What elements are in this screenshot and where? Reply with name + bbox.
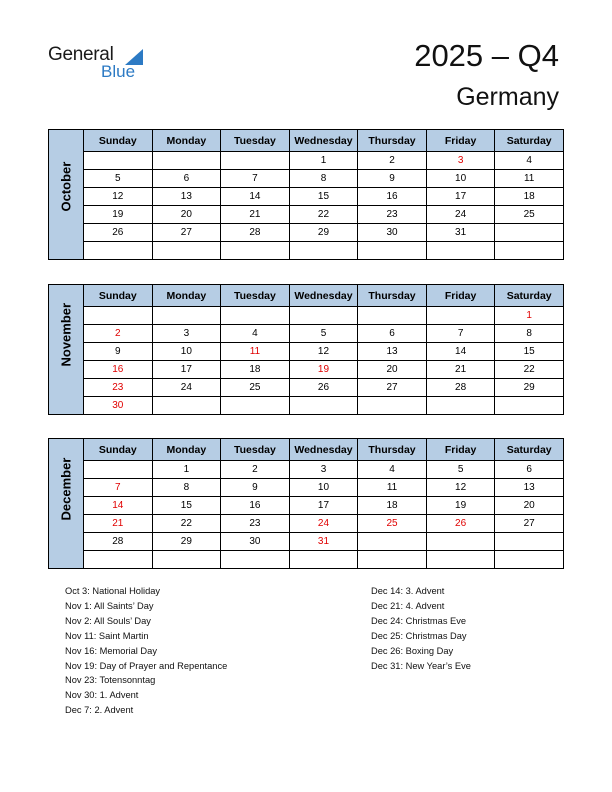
day-cell: 27 (495, 515, 564, 533)
day-cell: 10 (289, 479, 358, 497)
day-cell: 31 (426, 224, 495, 242)
day-cell: 24 (152, 379, 221, 397)
day-cell: 19 (84, 206, 153, 224)
day-cell (495, 533, 564, 551)
week-row (49, 515, 564, 533)
week-row (49, 379, 564, 397)
day-cell (495, 397, 564, 415)
day-cell: 28 (426, 379, 495, 397)
day-cell: 30 (358, 224, 427, 242)
day-cell: 4 (221, 325, 290, 343)
day-cell (358, 242, 427, 260)
day-cell: 27 (152, 224, 221, 242)
day-cell (221, 152, 290, 170)
day-cell: 24 (289, 515, 358, 533)
holiday-entry: Dec 26: Boxing Day (371, 645, 454, 656)
day-cell (152, 152, 221, 170)
day-cell: 1 (495, 307, 564, 325)
day-cell: 13 (152, 188, 221, 206)
day-cell: 10 (426, 170, 495, 188)
weekday-header: Sunday (84, 285, 153, 307)
day-cell (84, 307, 153, 325)
day-cell: 28 (84, 533, 153, 551)
day-cell: 27 (358, 379, 427, 397)
week-row (49, 206, 564, 224)
weekday-header-row (49, 285, 564, 307)
day-cell: 7 (221, 170, 290, 188)
week-row (49, 307, 564, 325)
day-cell: 26 (289, 379, 358, 397)
day-cell: 8 (289, 170, 358, 188)
day-cell: 22 (289, 206, 358, 224)
day-cell (358, 307, 427, 325)
weekday-header: Friday (426, 130, 495, 152)
week-row (49, 152, 564, 170)
day-cell: 9 (221, 479, 290, 497)
weekday-header: Thursday (358, 285, 427, 307)
day-cell: 8 (495, 325, 564, 343)
day-cell: 17 (289, 497, 358, 515)
day-cell (84, 152, 153, 170)
holiday-list-left (65, 584, 227, 718)
day-cell: 2 (358, 152, 427, 170)
holiday-entry: Nov 19: Day of Prayer and Repentance (65, 660, 228, 671)
week-row (49, 497, 564, 515)
day-cell (289, 397, 358, 415)
day-cell: 26 (84, 224, 153, 242)
day-cell: 18 (495, 188, 564, 206)
day-cell: 12 (84, 188, 153, 206)
day-cell: 6 (358, 325, 427, 343)
day-cell: 25 (221, 379, 290, 397)
day-cell: 29 (152, 533, 221, 551)
week-row (49, 224, 564, 242)
day-cell: 12 (289, 343, 358, 361)
day-cell: 23 (221, 515, 290, 533)
day-cell: 29 (289, 224, 358, 242)
day-cell (152, 551, 221, 569)
day-cell: 22 (152, 515, 221, 533)
holiday-entry: Nov 16: Memorial Day (65, 645, 157, 656)
day-cell: 2 (221, 461, 290, 479)
day-cell: 25 (495, 206, 564, 224)
day-cell: 3 (152, 325, 221, 343)
month-label-cell (49, 130, 84, 260)
weekday-header: Monday (152, 130, 221, 152)
day-cell: 20 (152, 206, 221, 224)
day-cell (495, 551, 564, 569)
weekday-header: Tuesday (221, 130, 290, 152)
country-title: Germany (456, 83, 559, 111)
weekday-header: Tuesday (221, 439, 290, 461)
day-cell: 20 (358, 361, 427, 379)
weekday-header-row (49, 130, 564, 152)
page-title: 2025 – Q4 (414, 38, 559, 73)
day-cell: 30 (84, 397, 153, 415)
weekday-header: Thursday (358, 130, 427, 152)
week-row (49, 479, 564, 497)
day-cell: 1 (289, 152, 358, 170)
day-cell: 26 (426, 515, 495, 533)
holiday-entry: Dec 24: Christmas Eve (371, 615, 467, 626)
month-label: December (58, 457, 74, 521)
weekday-header: Friday (426, 439, 495, 461)
day-cell (495, 242, 564, 260)
day-cell: 17 (152, 361, 221, 379)
day-cell (84, 242, 153, 260)
weekday-header: Sunday (84, 439, 153, 461)
weekday-header-row (49, 439, 564, 461)
weekday-header: Saturday (495, 130, 564, 152)
day-cell: 7 (84, 479, 153, 497)
day-cell: 12 (426, 479, 495, 497)
day-cell: 31 (289, 533, 358, 551)
day-cell (221, 242, 290, 260)
logo-blue-text: Blue (101, 62, 136, 81)
day-cell (426, 307, 495, 325)
day-cell: 14 (84, 497, 153, 515)
day-cell: 15 (289, 188, 358, 206)
holiday-entry: Oct 3: National Holiday (65, 586, 161, 596)
generalblue-logo (48, 44, 136, 81)
holiday-entry: Nov 11: Saint Martin (65, 630, 149, 641)
day-cell: 19 (289, 361, 358, 379)
week-row (49, 397, 564, 415)
holiday-entry: Nov 1: All Saints’ Day (65, 600, 154, 611)
holiday-entry: Nov 30: 1. Advent (65, 690, 139, 701)
day-cell: 29 (495, 379, 564, 397)
day-cell (358, 551, 427, 569)
day-cell: 14 (221, 188, 290, 206)
day-cell: 16 (358, 188, 427, 206)
day-cell: 3 (289, 461, 358, 479)
day-cell (152, 397, 221, 415)
day-cell: 7 (426, 325, 495, 343)
holiday-entry: Dec 21: 4. Advent (371, 600, 445, 611)
week-row (49, 551, 564, 569)
week-row (49, 343, 564, 361)
day-cell (221, 397, 290, 415)
day-cell (426, 397, 495, 415)
weekday-header: Saturday (495, 285, 564, 307)
weekday-header: Monday (152, 439, 221, 461)
week-row (49, 461, 564, 479)
day-cell: 23 (84, 379, 153, 397)
weekday-header: Wednesday (289, 439, 358, 461)
holiday-entry: Nov 2: All Souls’ Day (65, 615, 151, 626)
day-cell (495, 224, 564, 242)
week-row (49, 242, 564, 260)
day-cell (426, 533, 495, 551)
calendar-december (48, 438, 564, 569)
day-cell: 21 (221, 206, 290, 224)
day-cell: 20 (495, 497, 564, 515)
day-cell: 5 (84, 170, 153, 188)
weekday-header: Wednesday (289, 130, 358, 152)
day-cell: 11 (221, 343, 290, 361)
month-label-cell (49, 285, 84, 415)
weekday-header: Wednesday (289, 285, 358, 307)
day-cell: 4 (358, 461, 427, 479)
day-cell: 4 (495, 152, 564, 170)
weekday-header: Friday (426, 285, 495, 307)
day-cell: 21 (84, 515, 153, 533)
day-cell: 6 (495, 461, 564, 479)
day-cell (289, 307, 358, 325)
day-cell: 16 (221, 497, 290, 515)
weekday-header: Monday (152, 285, 221, 307)
day-cell: 2 (84, 325, 153, 343)
day-cell: 23 (358, 206, 427, 224)
day-cell: 16 (84, 361, 153, 379)
day-cell: 11 (495, 170, 564, 188)
day-cell (152, 242, 221, 260)
day-cell: 9 (84, 343, 153, 361)
day-cell: 28 (221, 224, 290, 242)
calendar-november (48, 284, 564, 415)
day-cell (358, 533, 427, 551)
day-cell (426, 242, 495, 260)
month-label: November (58, 302, 74, 367)
day-cell: 5 (289, 325, 358, 343)
day-cell: 17 (426, 188, 495, 206)
day-cell: 6 (152, 170, 221, 188)
day-cell: 21 (426, 361, 495, 379)
day-cell (426, 551, 495, 569)
week-row (49, 188, 564, 206)
day-cell (358, 397, 427, 415)
day-cell: 8 (152, 479, 221, 497)
holiday-entry: Dec 25: Christmas Day (371, 630, 467, 641)
day-cell (221, 551, 290, 569)
week-row (49, 533, 564, 551)
day-cell: 5 (426, 461, 495, 479)
week-row (49, 325, 564, 343)
day-cell: 19 (426, 497, 495, 515)
day-cell: 15 (152, 497, 221, 515)
day-cell (289, 242, 358, 260)
day-cell (84, 461, 153, 479)
holiday-entry: Dec 7: 2. Advent (65, 705, 134, 716)
day-cell: 13 (495, 479, 564, 497)
weekday-header: Saturday (495, 439, 564, 461)
holiday-entry: Dec 14: 3. Advent (371, 586, 445, 596)
week-row (49, 170, 564, 188)
week-row (49, 361, 564, 379)
day-cell: 18 (358, 497, 427, 515)
weekday-header: Tuesday (221, 285, 290, 307)
day-cell: 24 (426, 206, 495, 224)
day-cell: 11 (358, 479, 427, 497)
day-cell: 22 (495, 361, 564, 379)
day-cell (152, 307, 221, 325)
weekday-header: Sunday (84, 130, 153, 152)
day-cell: 15 (495, 343, 564, 361)
holiday-list-right (371, 584, 471, 673)
day-cell: 30 (221, 533, 290, 551)
calendar-october (48, 129, 564, 260)
day-cell (84, 551, 153, 569)
holiday-entry: Dec 31: New Year’s Eve (371, 660, 471, 671)
day-cell: 9 (358, 170, 427, 188)
day-cell: 13 (358, 343, 427, 361)
day-cell: 3 (426, 152, 495, 170)
weekday-header: Thursday (358, 439, 427, 461)
holiday-entry: Nov 23: Totensonntag (65, 675, 156, 686)
day-cell: 1 (152, 461, 221, 479)
day-cell: 25 (358, 515, 427, 533)
day-cell: 18 (221, 361, 290, 379)
day-cell: 10 (152, 343, 221, 361)
day-cell (289, 551, 358, 569)
day-cell (221, 307, 290, 325)
day-cell: 14 (426, 343, 495, 361)
month-label-cell (49, 439, 84, 569)
month-label: October (58, 161, 74, 212)
logo-general-text: General (48, 44, 114, 65)
